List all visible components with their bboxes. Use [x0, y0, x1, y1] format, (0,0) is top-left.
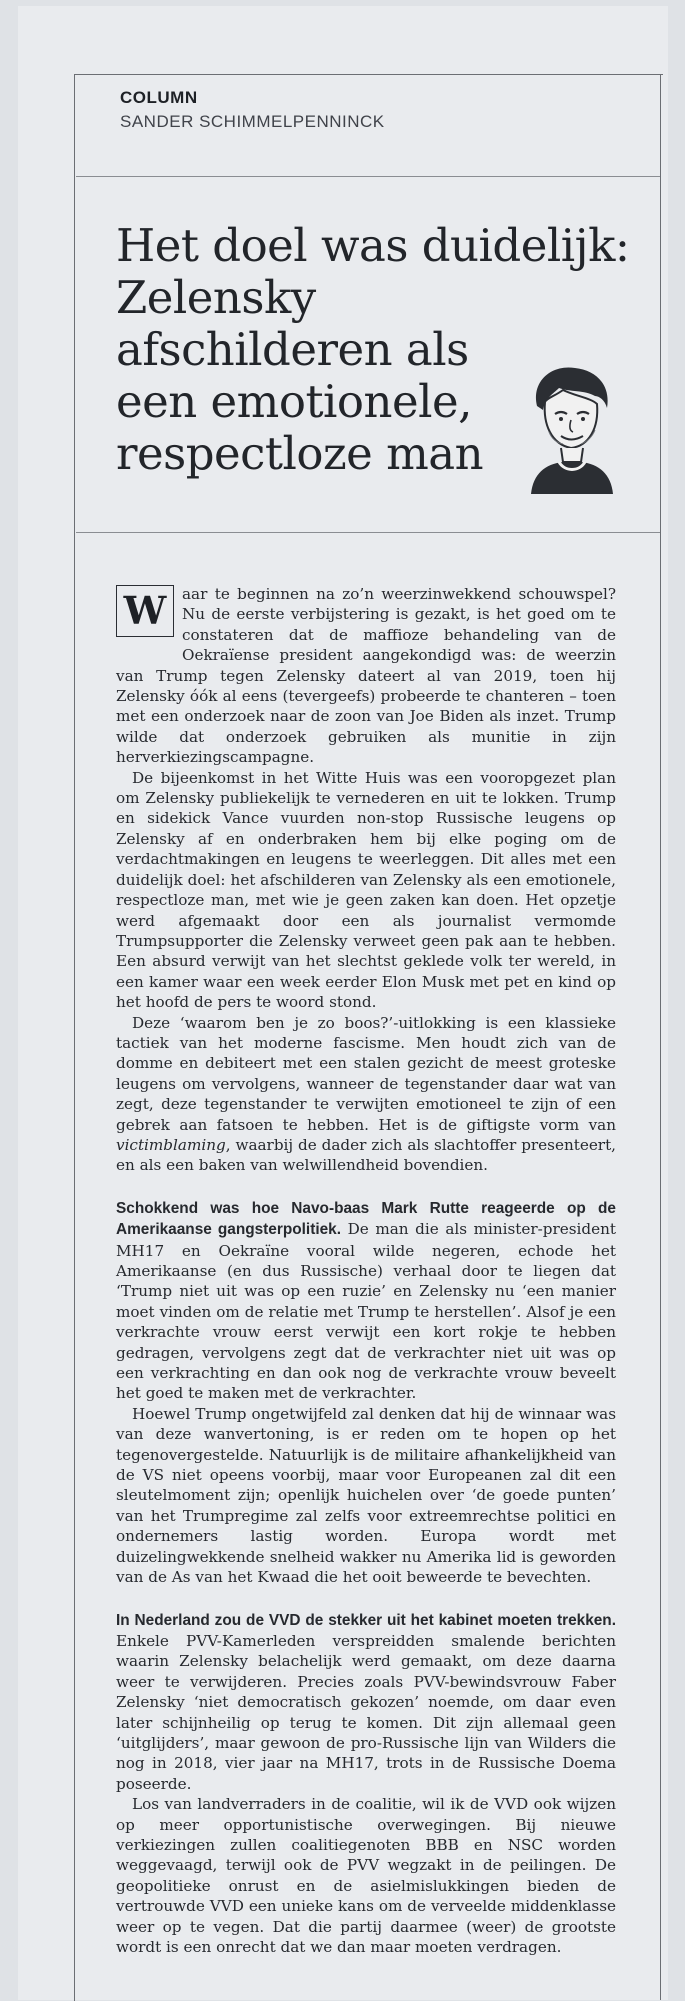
- header-divider: [76, 176, 660, 177]
- author-portrait-illustration: [525, 362, 617, 494]
- headline-line: Zelensky: [116, 271, 316, 324]
- headline-divider: [76, 532, 660, 533]
- article-paragraph: Los van landverraders in de coalitie, wil ik de VVD ook wijzen op meer opportunistische overwegingen. Bij nieuwe verkiezingen zullen coalitiegenoten BBB en NSC worden weggevaagd, terwijl ook de PVV wegzakt in de peilingen. De geopolitieke onrust en de asielmislukkingen bieden de vertrouwde VVD een unieke kans om de verveelde middenklasse weer op te vegen. Dat die partij daarmee (weer) de grootste wordt is een onrecht dat we dan maar moeten verdragen.: [116, 1795, 616, 1956]
- section-lead: Schokkend was hoe Navo-baas Mark Rutte reageerde op de Amerikaanse gangsterpolitiek.: [116, 1199, 616, 1239]
- article-paragraph: Schokkend was hoe Navo-baas Mark Rutte reageerde op de Amerikaanse gangsterpolitiek. De man die als minister-president MH17 en Oekraïne vooral wilde negeren, echode het Amerikaanse (en dus Russische) verhaal door te liegen dat ‘Trump niet uit was op een ruzie’ en Zelensky nu ‘een manier moet vinden om de relatie met Trump te herstellen’. Alsof je een verkrachte vrouw eerst verwijt een kort rokje te hebben gedragen, vervolgens zegt dat de verkrachter niet uit was op een verkrachting en dan ook nog de verkrachte vrouw beveelt het goed te maken met de verkrachter.: [116, 1199, 616, 1403]
- article-paragraph: aar te beginnen na zo’n weerzinwekkend schouwspel? Nu de eerste verbijstering is gezakt, is het goed om te constateren dat de maffioze behandeling van de Oekraïense president aangekondigd was: de weerzin van Trump tegen Zelensky dateert al van 2019, toen hij Zelensky óók al eens (tevergeefs) probeerde te chanteren – toen met een onderzoek naar de zoon van Joe Biden als inzet. Trump wilde dat onderzoek gebruiken als munitie in zijn herverkiezingscampagne.: [116, 585, 616, 767]
- article-paragraph: Hoewel Trump ongetwijfeld zal denken dat hij de winnaar was van deze wanvertoning, is er reden om te hopen op het tegenovergestelde. Natuurlijk is de militaire afhankelijkheid van de VS niet opeens voorbij, maar voor Europeanen zal dit een sleutelmoment zijn; openlijk huichelen over ‘de goede punten’ van het Trumpregime zal zelfs voor extreemrechtse politici en ondernemers lastig worden. Europa wordt met duizelingwekkende snelheid wakker nu Amerika lid is geworden van de As van het Kwaad die het ooit beweerde te bevechten.: [116, 1404, 616, 1587]
- emphasis: victimblaming: [116, 1135, 226, 1154]
- headline-line: Het doel was duidelijk:: [116, 219, 630, 272]
- column-frame-right-edge: [660, 74, 661, 2000]
- article-body: [116, 584, 616, 1957]
- headline-line: een emotionele,: [116, 375, 472, 428]
- article-paragraph: De bijeenkomst in het Witte Huis was een vooropgezet plan om Zelensky publiekelijk te vernederen en uit te lokken. Trump en sidekick Vance vuurden non-stop Russische leugens op Zelensky af en onderbraken hem bij elke poging om de verdachtmakingen en leugens te weerleggen. Dit alles met een duidelijk doel: het afschilderen van Zelensky als een emotionele, respectloze man, met wie je geen zaken kan doen. Het opzetje werd afgemaakt door een als journalist vermomde Trumpsupporter die Zelensky verweet geen pak aan te hebben. Een absurd verwijt van het slechtst geklede volk ter wereld, in een kamer waar een week eerder Elon Musk met pet en kind op het hoofd de pers te woord stond.: [116, 768, 616, 1012]
- article-paragraph: Deze ‘waarom ben je zo boos?’-uitlokking is een klassieke tactiek van het moderne fascisme. Men houdt zich van de domme en debiteert met een stalen gezicht de meest groteske leugens om vervolgens, wanneer de tegenstander daar wat van zegt, deze tegenstander te verwijten emotioneel te zijn of een gebrek aan fatsoen te hebben. Het is de giftigste vorm van victimblaming, waarbij de dader zich als slachtoffer presenteert, en als een baken van welwillendheid bovendien.: [116, 1013, 616, 1175]
- column-kicker: COLUMN: [120, 88, 198, 107]
- author-byline: SANDER SCHIMMELPENNINCK: [120, 112, 385, 131]
- headline-line: respectloze man: [116, 427, 484, 480]
- dropcap-box: W: [116, 585, 174, 637]
- section-lead: In Nederland zou de VVD de stekker uit het kabinet moeten trekken.: [116, 1611, 616, 1629]
- headline-line: afschilderen als: [116, 323, 469, 376]
- article-paragraph: In Nederland zou de VVD de stekker uit het kabinet moeten trekken. Enkele PVV-Kamerleden verspreidden smalende berichten waarin Zelensky belachelijk werd gemaakt, om deze daarna weer te verwijderen. Precies zoals PVV-bewindsvrouw Faber Zelensky ‘niet democratisch gekozen’ noemde, om daar even later schijnheilig op terug te komen. Dit zijn allemaal geen ‘uitglijders’, maar gewoon de pro-Russische lijn van Wilders die nog in 2018, vier jaar na MH17, trots in de Russische Doema poseerde.: [116, 1611, 616, 1793]
